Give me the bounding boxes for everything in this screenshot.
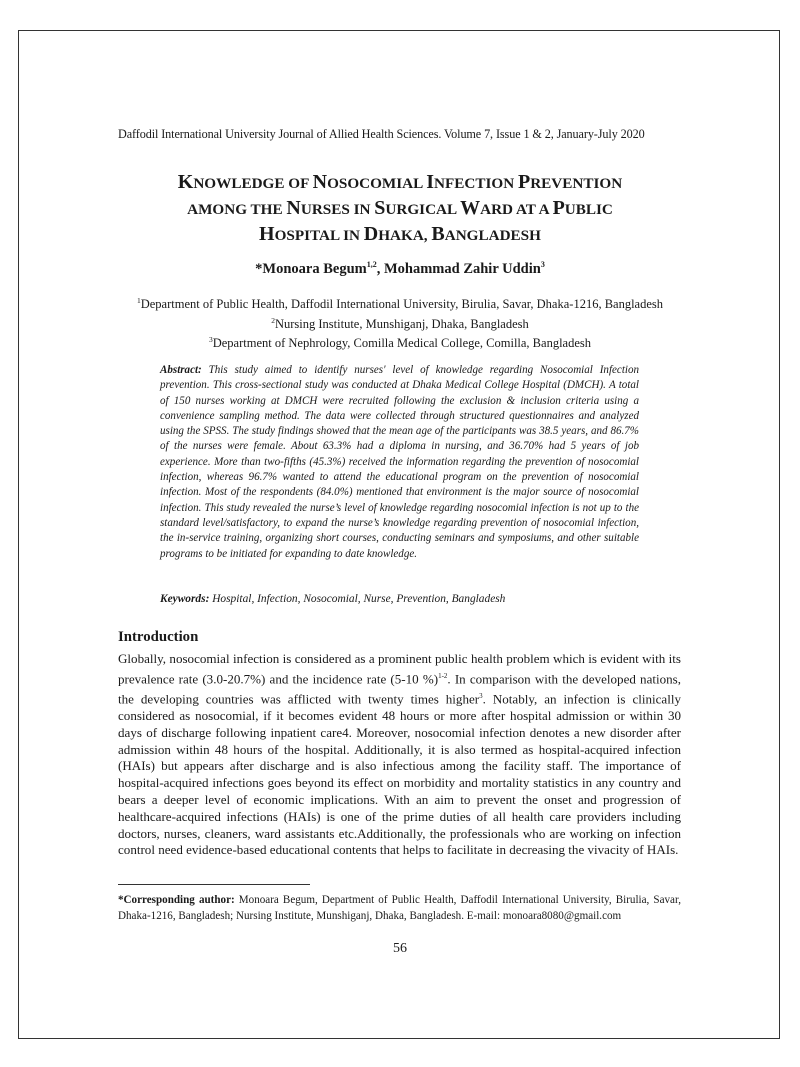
title-text: UBLIC [564, 201, 613, 218]
title-text: REVENTION [530, 175, 623, 192]
title-text: ANGLADESH [444, 227, 541, 244]
title-text: NOWLEDGE OF [193, 175, 313, 192]
abstract-label: Abstract: [160, 364, 202, 376]
keywords [160, 593, 639, 605]
abstract-text: This study aimed to identify nurses' level of knowledge regarding Nosocomial Infection prevention. This cross-sectional study was conducted at Dhaka Medical College Hospital (DMCH). A total of 150 nurses working at DMCH were recruited following the exclusion & inclusion criteria using a convenience sampling method. The data were collected through structured questionnaires and analyzed using the SPSS. The study findings showed that the mean age of the participants was 38.5 years, and 86.7% of the nurses were female. About 63.3% had a diploma in nursing, and 36.70% had 5 years of job experience. More than two-fifths (45.3%) received the information regarding the prevention of nosocomial infection, whereas 96.7% wanted to attend the educational program on the prevention of nosocomial infection. Most of the respondents (84.0%) mentioned that environment is the major source of nosocomial infection. This study revealed the nurse’s level of knowledge regarding nosocomial infection is not up to the standard level/satisfactory, to expand the nurse’s knowledge regarding prevention of nosocomial infection, the in-service training, organizing short courses, conducting seminars and symposiums, and other suitable programs to be initiated for expanding to date knowledge. [160, 364, 639, 560]
corresponding-author-footnote [118, 893, 681, 924]
title-text: NFECTION [434, 175, 518, 192]
footnote-divider [118, 884, 310, 885]
page-number: 56 [393, 941, 407, 956]
footnote-text: Monoara Begum, Department of Public Health, Daffodil International University, Birulia, Savar, Dhaka-1216, Bangladesh; Nursing Institute, Munshiganj, Dhaka, Bangladesh. E-mail: monoara8080@gmail.com [118, 894, 681, 922]
title-initial: K [177, 171, 194, 193]
affiliations [100, 293, 700, 352]
affiliation-3: $^3$Department of Nephrology, Comilla Medical College, Comilla, Bangladesh [208, 335, 592, 351]
title-initial: I [426, 171, 435, 193]
title-line-3 [100, 222, 700, 248]
title-text: OSOCOMIAL [327, 175, 427, 192]
title-text: HAKA, [378, 227, 432, 244]
title-initial: B [431, 223, 445, 245]
footnote-label: *Corresponding author: [118, 894, 235, 906]
title-initial: N [312, 171, 328, 193]
affiliation-2: $^2$Nursing Institute, Munshiganj, Dhaka, Bangladesh [271, 315, 529, 331]
title-line-2 [100, 196, 700, 222]
author-2: Mohammad Zahir Uddin [383, 260, 541, 277]
title-text: URSES IN [300, 201, 375, 218]
title-initial: H [259, 223, 275, 245]
title-initial: P [517, 171, 531, 193]
author-2-affil: 3 [540, 260, 545, 269]
section-heading-introduction: Introduction [118, 629, 199, 645]
title-initial: S [374, 197, 386, 219]
title-initial: W [460, 197, 481, 219]
title-initial: N [286, 197, 301, 219]
keywords-label: Keywords: [160, 593, 210, 605]
author-separator: , [376, 260, 384, 277]
title-initial: P [552, 197, 565, 219]
citation-1-2: 1-2 [438, 671, 448, 680]
author-1: *Monoara Begum [255, 260, 367, 277]
title-line-1 [100, 170, 700, 196]
title-text: URGICAL [385, 201, 461, 218]
abstract [160, 363, 639, 562]
affiliation-1: $^1$Department of Public Health, Daffodil International University, Birulia, Savar, Dhaka-1216, Bangladesh [136, 296, 664, 312]
keywords-text: Hospital, Infection, Nosocomial, Nurse, Prevention, Bangladesh [209, 593, 506, 605]
citation-3: 3 [479, 691, 483, 700]
introduction-paragraph: Globally, nosocomial infection is considered as a prominent public health problem which is evident with its prevalence rate (3.0-20.7%) and the incidence rate (5-10 %)$^{1-2}$. In comparison with the developed nations, the developing countries was afflicted with twenty times higher$^3$. Notably, an infection is clinically considered as nosocomial, if it becomes evident 48 hours or more after hospital admission or within 30 days of discharge following inpatient care4. Moreover, nosocomial infection denotes a new disorder after admission within 48 hours of the hospital. Additionally, it is also termed as hospital-acquired infection (HAIs) but appears after discharge and is also infectious among the facility staff. The importance of hospital-acquired infections goes beyond its effect on morbidity and mortality statistics in any country and bears a deeper level of economic implications. With an aim to prevent the onset and progression of healthcare-acquired infections (HAIs) is one of the prime duties of all health care providers including doctors, nurses, cleaners, ward assistants etc.Additionally, the professionals who are working on infection control need evidence-based educational contents that helps to facilitate in decreasing the vivacity of HAIs. [118, 651, 681, 858]
paper-title [100, 170, 700, 248]
journal-header: Daffodil International University Journal of Allied Health Sciences. Volume 7, Issue 1 & 2, January-July 2020 [118, 127, 645, 141]
author-1-affil: 1,2 [366, 260, 377, 269]
title-text: OSPITAL IN [274, 227, 364, 244]
title-text: ARD AT A [480, 201, 553, 218]
title-initial: D [363, 223, 379, 245]
title-text: AMONG THE [187, 201, 287, 218]
author-list [100, 260, 700, 278]
